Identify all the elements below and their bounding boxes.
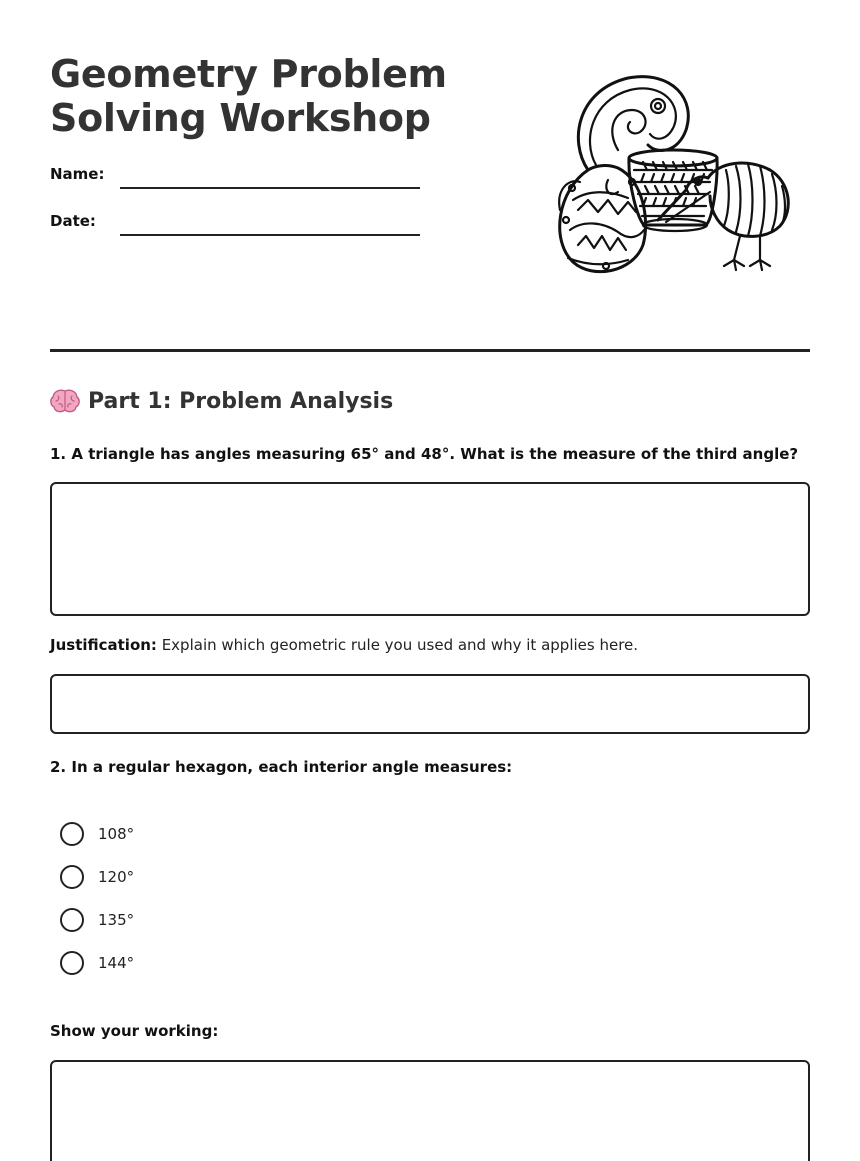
radio-button[interactable] [60, 822, 84, 846]
question-2: 2. In a regular hexagon, each interior angle measures: [50, 758, 513, 776]
option-120[interactable] [60, 865, 134, 889]
working-answer-box[interactable] [50, 1060, 810, 1161]
name-label: Name: [50, 165, 105, 183]
justification-answer-box[interactable] [50, 674, 810, 734]
radio-button[interactable] [60, 865, 84, 889]
question-1: 1. A triangle has angles measuring 65° and 48°. What is the measure of the third angle? [50, 445, 799, 463]
radio-button[interactable] [60, 908, 84, 932]
option-label: 120° [98, 868, 135, 886]
justification-label: Justification: [50, 636, 157, 654]
page-title [50, 52, 490, 140]
section-divider [50, 349, 810, 352]
kiwi-illustration [548, 70, 798, 280]
option-144[interactable] [60, 951, 134, 975]
section-title-text: Part 1: Problem Analysis [88, 388, 394, 414]
option-135[interactable] [60, 908, 134, 932]
justification-text: Explain which geometric rule you used and why it applies here. [156, 636, 639, 654]
name-field[interactable] [120, 187, 420, 189]
date-label: Date: [50, 212, 96, 230]
question-1-answer-box[interactable] [50, 482, 810, 616]
option-108[interactable] [60, 822, 134, 846]
section-title [50, 388, 393, 414]
option-label: 108° [98, 825, 135, 843]
radio-button[interactable] [60, 951, 84, 975]
date-field[interactable] [120, 234, 420, 236]
brain-icon [50, 388, 80, 414]
title-line-2: Solving Workshop [50, 96, 431, 140]
title-line-1: Geometry Problem [50, 52, 447, 96]
justification-prompt [50, 636, 638, 654]
option-label: 144° [98, 954, 135, 972]
working-label: Show your working: [50, 1022, 219, 1040]
option-label: 135° [98, 911, 135, 929]
